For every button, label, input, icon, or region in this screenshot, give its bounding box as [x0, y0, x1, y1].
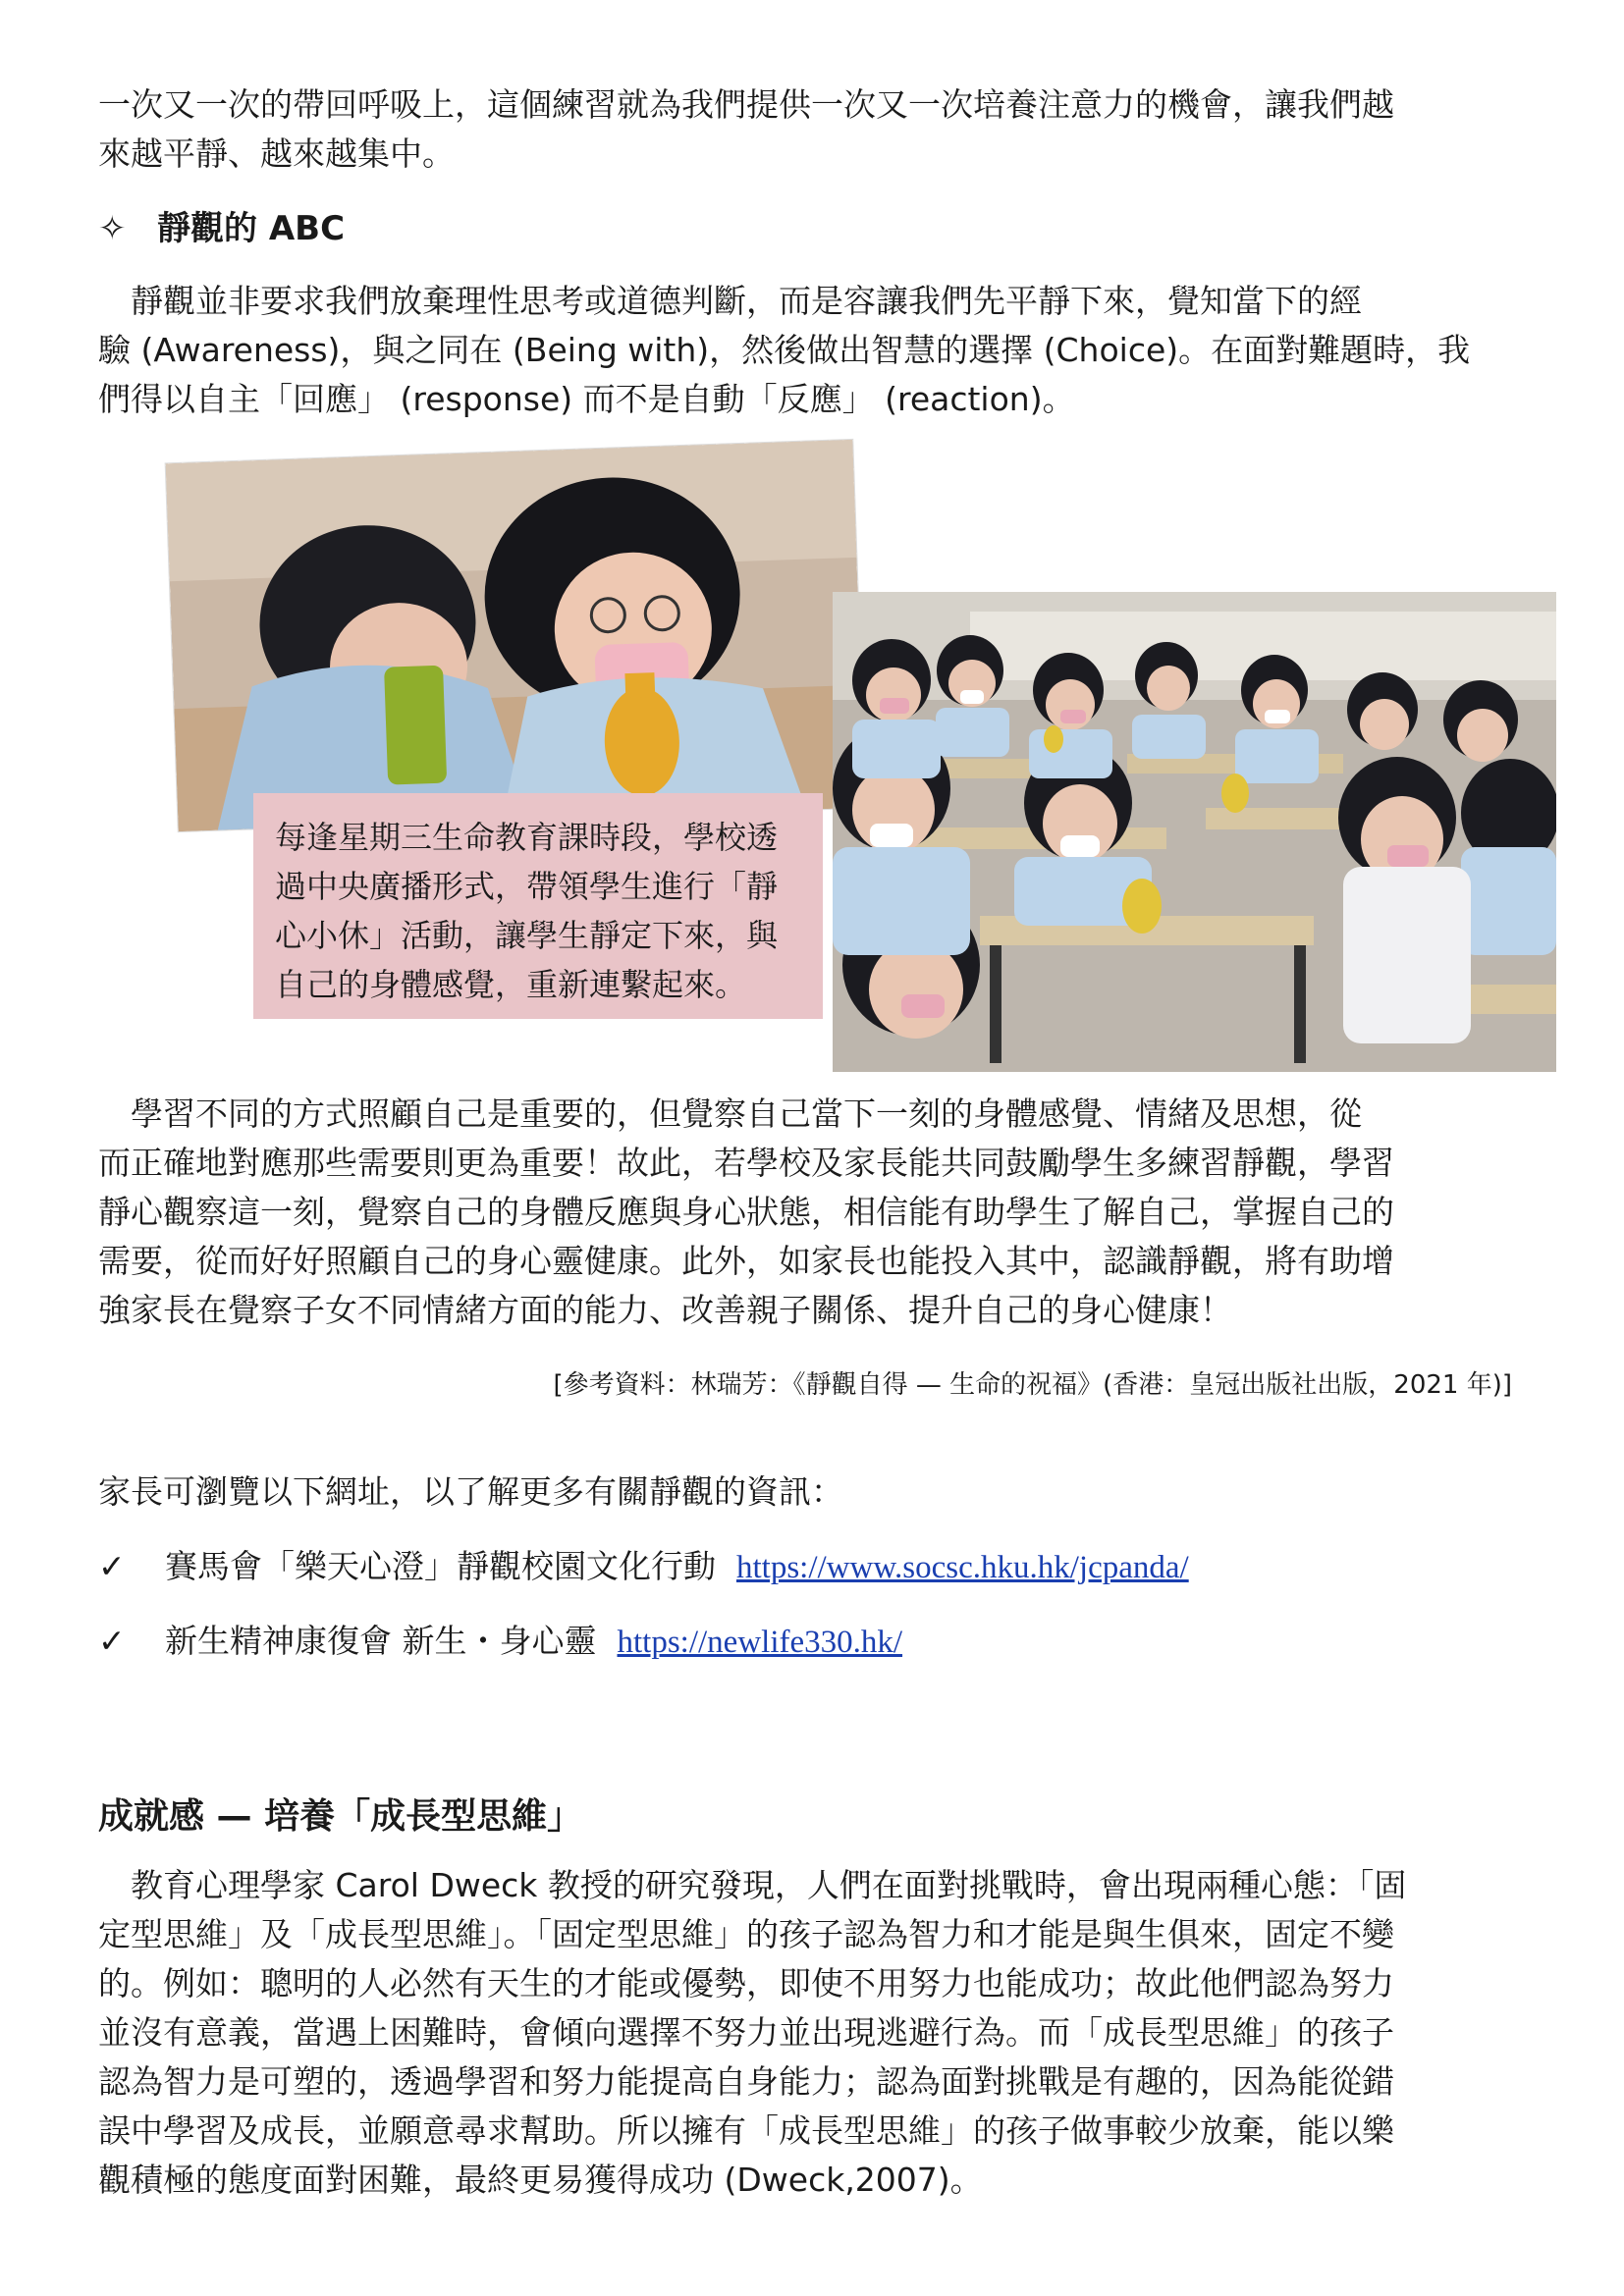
abc-heading-text: 靜觀的 ABC	[157, 209, 346, 248]
caption-line: 心小休」活動，讓學生靜定下來，與	[275, 917, 779, 954]
photo-image	[166, 440, 866, 831]
resource-item	[98, 1541, 1189, 1587]
checkmark-icon: ✓	[98, 1622, 126, 1660]
growth-mindset-paragraph	[98, 1861, 1512, 2205]
diamond-bullet-icon: ✧	[98, 209, 127, 248]
text-line: 定型思維」及「成長型思維」。「固定型思維」的孩子認為智力和才能是與生俱來，固定不變	[98, 1915, 1394, 1953]
abc-paragraph	[98, 277, 1512, 424]
text-line: 靜觀並非要求我們放棄理性思考或道德判斷，而是容讓我們先平靜下來，覺知當下的經	[98, 282, 1362, 320]
caption-line: 每逢星期三生命教育課時段，學校透	[275, 819, 779, 856]
resources-intro: 家長可瀏覽以下網址，以了解更多有關靜觀的資訊：	[98, 1472, 843, 1511]
text-line: 驗 (Awareness)，與之同在 (Being with)，然後做出智慧的選擇 (Choice)。在面對難題時，我	[98, 331, 1471, 369]
resource-link-newlife[interactable]: https://newlife330.hk/	[617, 1625, 903, 1660]
reference-citation: [參考資料：林瑞芳：《靜觀自得 — 生命的祝福》(香港：皇冠出版社出版，2021 年)]	[553, 1370, 1512, 1400]
text-line: 觀積極的態度面對困難，最終更易獲得成功 (Dweck,2007)。	[98, 2161, 983, 2199]
text-line: 來越平靜、越來越集中。	[98, 134, 455, 173]
resource-item	[98, 1616, 902, 1662]
intro-paragraph	[98, 80, 1512, 179]
abc-heading	[98, 201, 345, 249]
resource-label: 賽馬會「樂天心澄」靜觀校園文化行動	[165, 1547, 716, 1585]
text-line: 的。例如：聰明的人必然有天生的才能或優勢，即使不用努力也能成功；故此他們認為努力	[98, 1964, 1394, 2002]
photo-caption-box	[253, 793, 823, 1019]
text-line: 強家長在覺察子女不同情緒方面的能力、改善親子關係、提升自己的身心健康！	[98, 1291, 1232, 1329]
text-line: 學習不同的方式照顧自己是重要的，但覺察自己當下一刻的身體感覺、情緒及思想，從	[98, 1095, 1362, 1133]
text-line: 靜心觀察這一刻，覺察自己的身體反應與身心狀態，相信能有助學生了解自己，掌握自己的	[98, 1193, 1394, 1231]
text-line: 認為智力是可塑的，透過學習和努力能提高自身能力；認為面對挑戰是有趣的，因為能從錯	[98, 2062, 1394, 2101]
text-line: 們得以自主「回應」 (response) 而不是自動「反應」 (reaction)。	[98, 380, 1075, 418]
checkmark-icon: ✓	[98, 1547, 126, 1585]
photo-image	[833, 592, 1556, 1072]
growth-mindset-heading: 成就感 — 培養「成長型思維」	[98, 1796, 583, 1837]
caption-line: 過中央廣播形式，帶領學生進行「靜	[275, 868, 779, 905]
student-photo-closeup	[166, 440, 866, 831]
classroom-photo	[833, 592, 1556, 1072]
caption-line: 自己的身體感覺，重新連繫起來。	[275, 966, 747, 1003]
text-line: 誤中學習及成長，並願意尋求幫助。所以擁有「成長型思維」的孩子做事較少放棄，能以樂	[98, 2111, 1394, 2150]
text-line: 並沒有意義，當遇上困難時，會傾向選擇不努力並出現逃避行為。而「成長型思維」的孩子	[98, 2013, 1394, 2052]
text-line: 一次又一次的帶回呼吸上，這個練習就為我們提供一次又一次培養注意力的機會，讓我們越	[98, 85, 1394, 124]
resource-link-jcpanda[interactable]: https://www.socsc.hku.hk/jcpanda/	[735, 1550, 1189, 1585]
text-line: 教育心理學家 Carol Dweck 教授的研究發現，人們在面對挑戰時，會出現兩種心態：「固	[98, 1866, 1407, 1904]
resource-label: 新生精神康復會 新生・身心靈	[165, 1622, 597, 1660]
text-line: 而正確地對應那些需要則更為重要！故此，若學校及家長能共同鼓勵學生多練習靜觀，學習	[98, 1144, 1394, 1182]
mindfulness-benefit-paragraph	[98, 1090, 1512, 1335]
text-line: 需要，從而好好照顧自己的身心靈健康。此外，如家長也能投入其中，認識靜觀，將有助增	[98, 1242, 1394, 1280]
